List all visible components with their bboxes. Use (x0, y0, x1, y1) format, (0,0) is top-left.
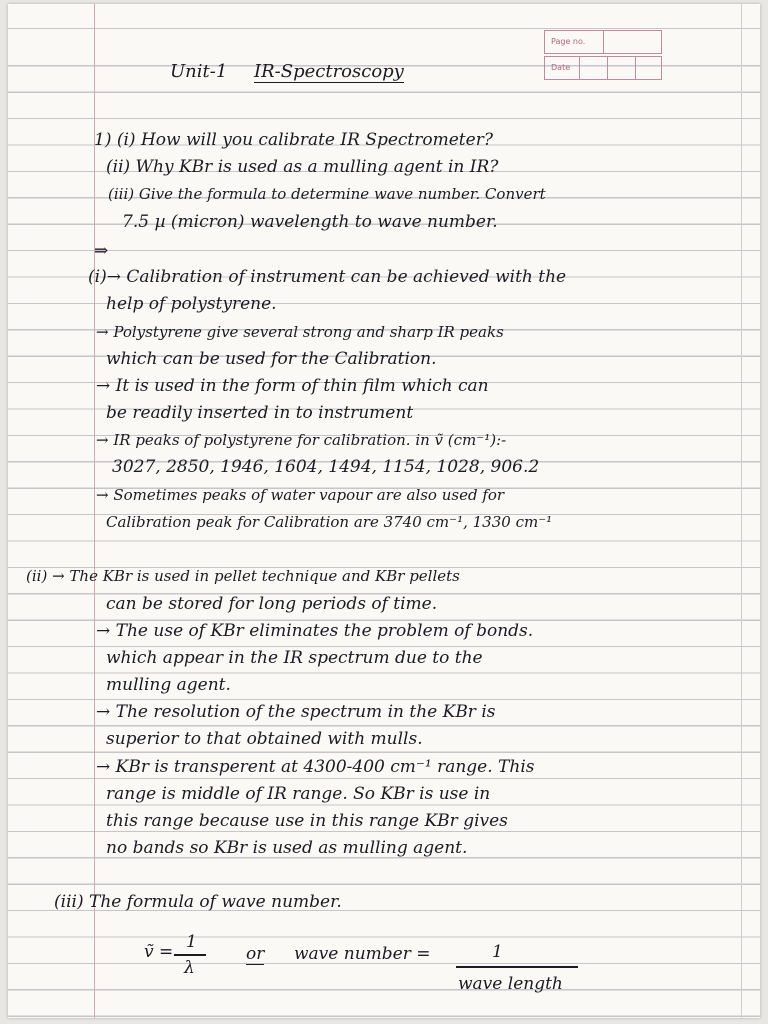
date-row (544, 56, 662, 80)
fraction-2-numerator: 1 (492, 942, 503, 962)
fraction-1-denominator: λ (184, 958, 195, 978)
page-title: IR-Spectroscopy (254, 61, 404, 82)
part-i-line-7: → IR peaks of polystyrene for calibration. in ṽ (cm⁻¹):- (96, 431, 507, 449)
page-edge-line (741, 4, 742, 1018)
part-i-line-5: → It is used in the form of thin film which can (96, 376, 489, 396)
part-ii-line-8: → KBr is transperent at 4300-400 cm⁻¹ range. This (96, 757, 535, 777)
part-i-line-8: 3027, 2850, 1946, 1604, 1494, 1154, 1028, 906.2 (112, 457, 540, 477)
date-label: Date (551, 63, 571, 72)
question-iii: (iii) Give the formula to determine wave number. Convert (108, 185, 546, 203)
fraction-2-denominator: wave length (458, 974, 563, 994)
nu-bar-symbol: ṽ = (144, 942, 174, 962)
part-ii-line-1: (ii) → The KBr is used in pellet technique and KBr pellets (26, 567, 460, 585)
unit-label: Unit-1 (170, 61, 228, 82)
part-ii-line-3: → The use of KBr eliminates the problem of bonds. (96, 621, 534, 641)
part-ii-line-7: superior to that obtained with mulls. (106, 729, 423, 749)
part-ii-line-11: no bands so KBr is used as mulling agent. (106, 838, 468, 858)
part-i-line-4: which can be used for the Calibration. (106, 349, 437, 369)
part-i-line-2: help of polystyrene. (106, 294, 277, 314)
margin-line (94, 4, 95, 1018)
part-i-line-9: → Sometimes peaks of water vapour are also used for (96, 486, 505, 504)
fraction-2-bar (456, 966, 578, 968)
or-word: or (246, 944, 265, 964)
part-ii-line-6: → The resolution of the spectrum in the KBr is (96, 702, 496, 722)
part-i-line-10: Calibration peak for Calibration are 3740 cm⁻¹, 1330 cm⁻¹ (106, 513, 553, 531)
question-iii-continued: 7.5 µ (micron) wavelength to wave number. (122, 212, 498, 232)
notebook-page (8, 4, 760, 1018)
part-i-line-6: be readily inserted in to instrument (106, 403, 414, 423)
question-i: 1) (i) How will you calibrate IR Spectrometer? (94, 130, 493, 150)
answer-arrow: ⇒ (94, 241, 109, 261)
part-i-line-3: → Polystyrene give several strong and sharp IR peaks (96, 323, 504, 341)
page-date-box (544, 30, 662, 76)
part-ii-line-2: can be stored for long periods of time. (106, 594, 438, 614)
question-ii: (ii) Why KBr is used as a mulling agent in IR? (106, 157, 499, 177)
fraction-1-bar (174, 954, 206, 956)
wave-number-equals: wave number = (294, 944, 431, 964)
part-ii-line-10: this range because use in this range KBr gives (106, 811, 508, 831)
part-iii-line-1: (iii) The formula of wave number. (54, 892, 342, 912)
part-ii-line-9: range is middle of IR range. So KBr is use in (106, 784, 491, 804)
fraction-1-numerator: 1 (186, 932, 197, 952)
part-ii-line-5: mulling agent. (106, 675, 231, 695)
page-no-row (544, 30, 662, 54)
part-ii-line-4: which appear in the IR spectrum due to the (106, 648, 483, 668)
page-no-label: Page no. (551, 37, 586, 46)
part-i-line-1: (i)→ Calibration of instrument can be achieved with the (88, 267, 567, 287)
